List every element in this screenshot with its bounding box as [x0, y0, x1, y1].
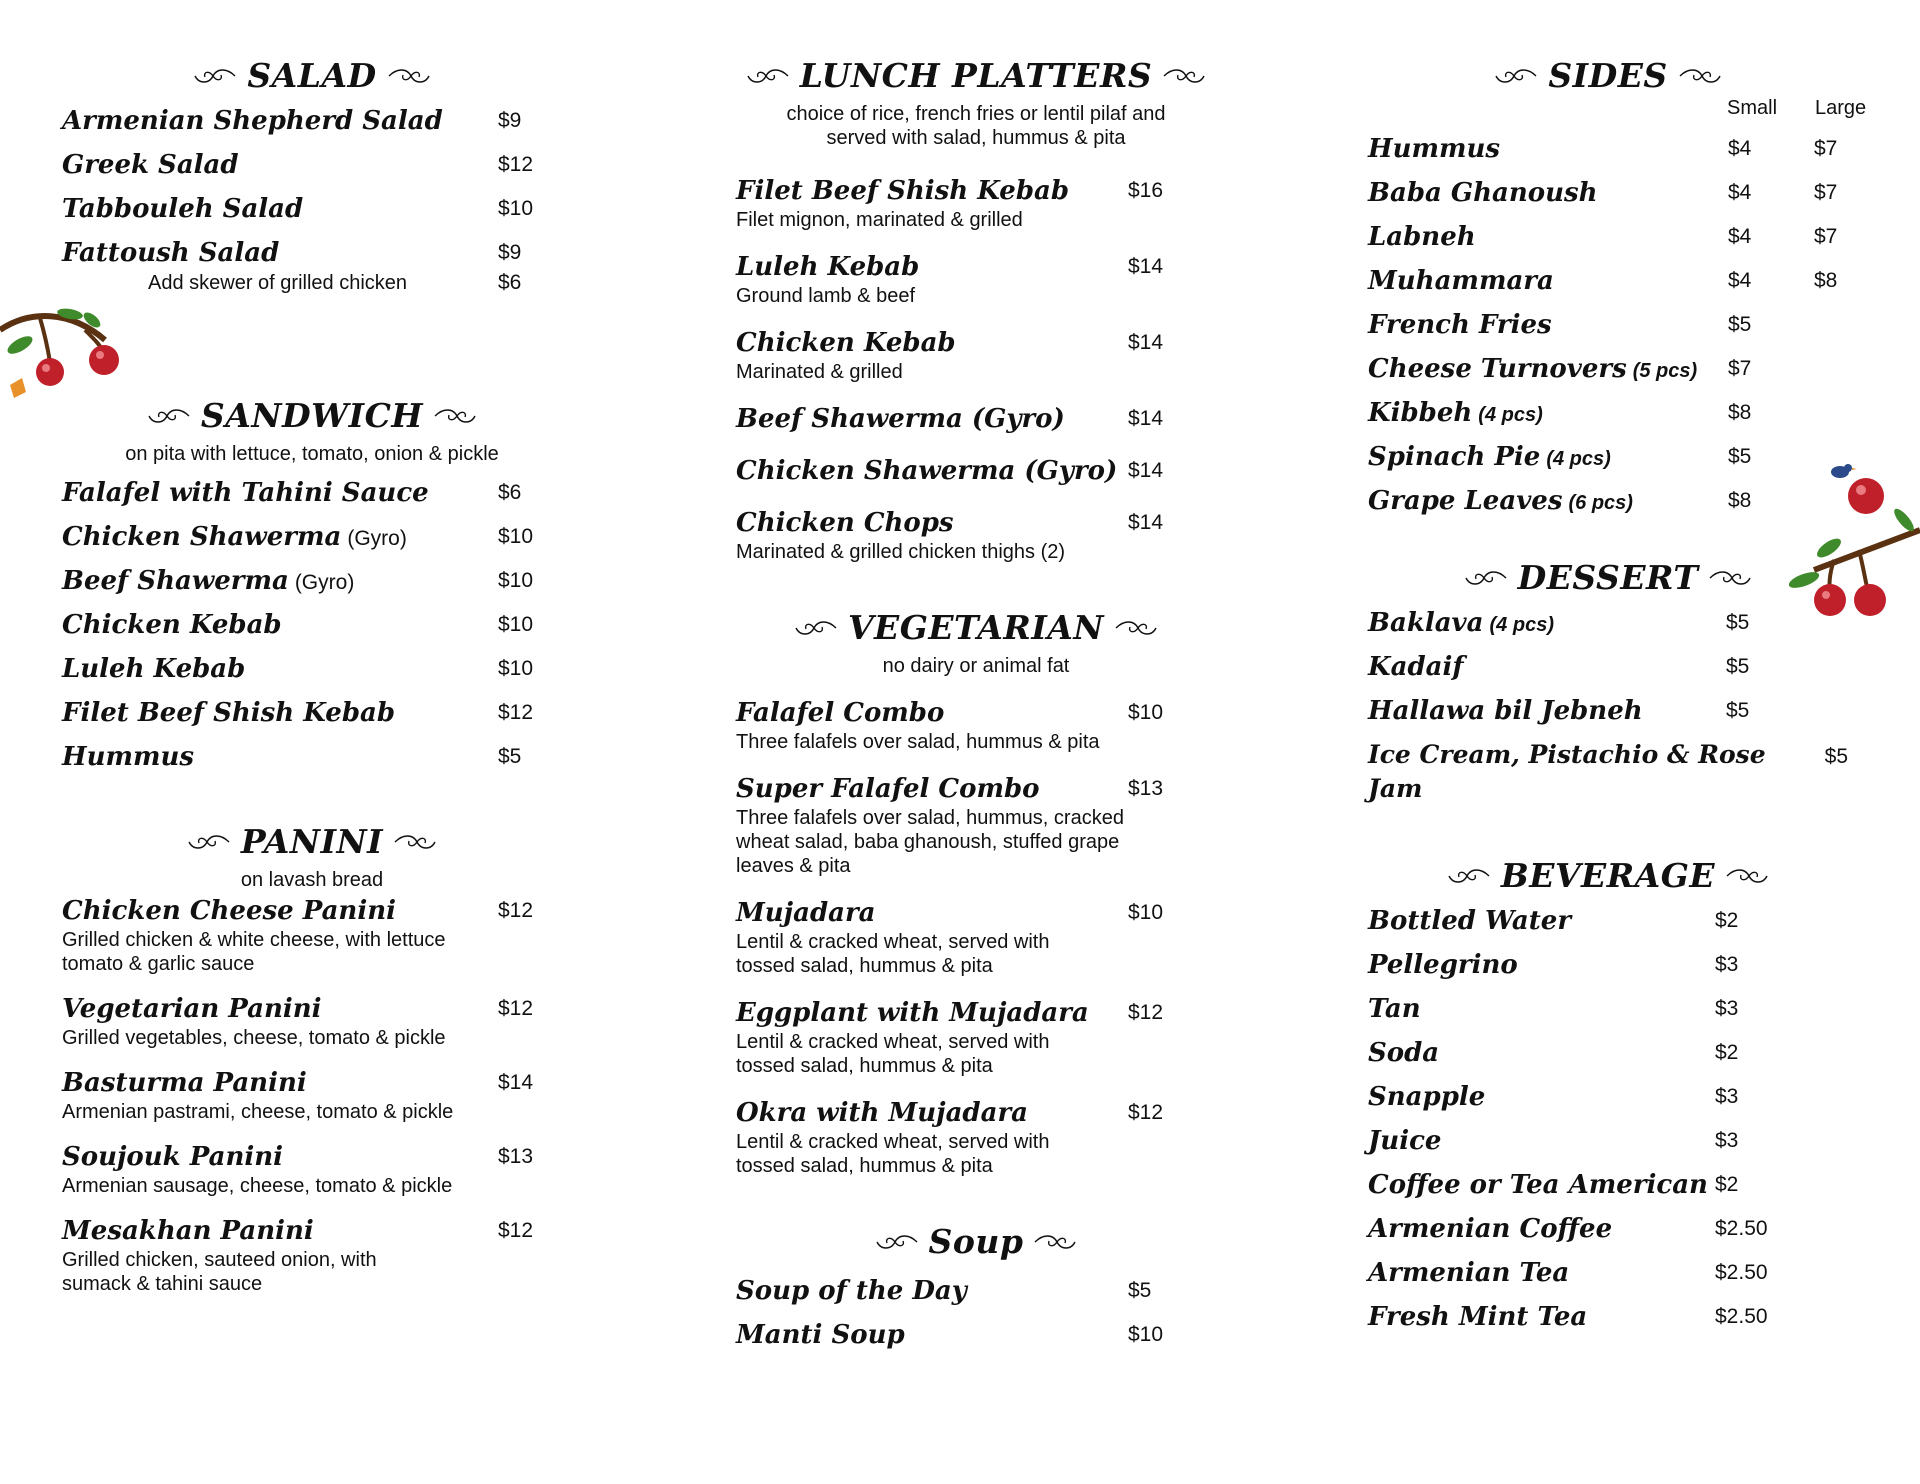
menu-item: Armenian Tea $2.50	[1368, 1258, 1768, 1288]
swirl-ornament-icon	[1114, 618, 1160, 638]
item-price: $5	[498, 745, 522, 768]
menu-item: Hallawa bil Jebneh $5	[1368, 696, 1750, 726]
swirl-ornament-icon	[1162, 66, 1208, 86]
menu-item: Hummus $4 $7	[1368, 134, 1838, 164]
menu-item: Soujouk Panini $13 Armenian sausage, cheese, tomato & pickle	[62, 1142, 534, 1197]
menu-item: Soda $2	[1368, 1038, 1739, 1068]
menu-item: Snapple $3	[1368, 1082, 1739, 1112]
swirl-ornament-icon	[1678, 66, 1724, 86]
dessert-section	[1368, 554, 1848, 806]
soup-header	[736, 1218, 1216, 1266]
beverage-section	[1368, 852, 1848, 1334]
panini-section	[62, 818, 562, 1296]
item-price: $5	[1824, 745, 1848, 768]
item-price: $12	[1128, 1101, 1164, 1124]
item-price: $12	[1128, 1001, 1164, 1024]
dessert-header	[1368, 554, 1848, 602]
item-price: $5	[1726, 611, 1750, 634]
menu-item: Fattoush Salad $9	[62, 238, 522, 268]
size-small-label: Small	[1727, 97, 1778, 119]
item-price: $13	[498, 1145, 534, 1168]
menu-item: Juice $3	[1368, 1126, 1739, 1156]
section-title: SANDWICH	[200, 396, 424, 435]
swirl-ornament-icon	[1462, 568, 1508, 588]
item-price-small: $4	[1728, 225, 1752, 248]
sizes-header	[1368, 96, 1867, 119]
item-price-small: $4	[1728, 269, 1752, 292]
menu-item: Baklava (4 pcs) $5	[1368, 608, 1750, 638]
salad-header	[62, 52, 562, 100]
menu-item: Manti Soup $10	[736, 1320, 1164, 1350]
swirl-ornament-icon	[393, 832, 439, 852]
item-price-large: $7	[1814, 181, 1838, 204]
item-price: $10	[1128, 701, 1164, 724]
section-title: LUNCH PLATTERS	[799, 56, 1153, 95]
menu-item: Falafel Combo $10 Three falafels over salad, hummus & pita	[736, 698, 1164, 753]
swirl-ornament-icon	[1492, 66, 1538, 86]
menu-item: Tabbouleh Salad $10	[62, 194, 534, 224]
item-price-small: $4	[1728, 181, 1752, 204]
item-price: $12	[498, 899, 534, 922]
item-price: $12	[498, 1219, 534, 1242]
menu-item: Pellegrino $3	[1368, 950, 1739, 980]
item-price: $2.50	[1715, 1217, 1768, 1240]
menu-item: Spinach Pie (4 pcs) $5	[1368, 442, 1752, 472]
item-price-large: $7	[1814, 225, 1838, 248]
menu-item: Basturma Panini $14 Armenian pastrami, cheese, tomato & pickle	[62, 1068, 534, 1123]
swirl-ornament-icon	[185, 832, 231, 852]
section-title: SIDES	[1548, 56, 1668, 95]
menu-item: Kadaif $5	[1368, 652, 1750, 682]
swirl-ornament-icon	[145, 406, 191, 426]
menu-item: Eggplant with Mujadara $12 Lentil & cracked wheat, served with tossed salad, hummus & pita	[736, 998, 1164, 1077]
section-title: DESSERT	[1517, 558, 1699, 597]
menu-item: Falafel with Tahini Sauce $6	[62, 478, 522, 508]
menu-item: Chicken Cheese Panini $12 Grilled chicken & white cheese, with lettuce tomato & garlic sauce	[62, 896, 534, 975]
sandwich-section	[62, 392, 562, 774]
item-price: $9	[498, 241, 522, 264]
sides-section	[1368, 52, 1867, 518]
item-price-small: $5	[1728, 445, 1752, 468]
menu-item: Cheese Turnovers (5 pcs) $7	[1368, 354, 1752, 384]
item-price: $2.50	[1715, 1305, 1768, 1328]
size-large-label: Large	[1815, 97, 1867, 119]
vegetarian-header	[736, 604, 1216, 652]
beverage-header	[1368, 852, 1848, 900]
swirl-ornament-icon	[792, 618, 838, 638]
menu-item: Chicken Kebab $10	[62, 610, 534, 640]
menu-item: Filet Beef Shish Kebab $16 Filet mignon, marinated & grilled	[736, 176, 1164, 231]
item-price: $13	[1128, 777, 1164, 800]
section-title: Soup	[928, 1222, 1024, 1261]
lunch-section	[736, 52, 1216, 564]
menu-item: Armenian Coffee $2.50	[1368, 1214, 1768, 1244]
sides-header	[1368, 52, 1848, 100]
item-price: $3	[1715, 1085, 1739, 1108]
section-title: VEGETARIAN	[847, 608, 1105, 647]
menu-item: Luleh Kebab $14 Ground lamb & beef	[736, 252, 1164, 307]
sandwich-header	[62, 392, 562, 440]
menu-item: Chicken Shawerma (Gyro) $14	[736, 456, 1164, 486]
menu-item: Baba Ghanoush $4 $7	[1368, 178, 1838, 208]
section-title: PANINI	[240, 822, 384, 861]
item-price: $14	[498, 1071, 534, 1094]
menu-item: Chicken Kebab $14 Marinated & grilled	[736, 328, 1164, 383]
swirl-ornament-icon	[387, 66, 433, 86]
item-price: $2	[1715, 1041, 1739, 1064]
menu-item: Filet Beef Shish Kebab $12	[62, 698, 534, 728]
menu-item: Beef Shawerma (Gyro) $10	[62, 566, 534, 596]
menu-item: Coffee or Tea American $2	[1368, 1170, 1739, 1200]
menu-item: Armenian Shepherd Salad $9	[62, 106, 522, 136]
section-title: SALAD	[247, 56, 377, 95]
menu-item: Grape Leaves (6 pcs) $8	[1368, 486, 1752, 516]
item-price-large: $7	[1814, 137, 1838, 160]
column-left	[62, 52, 562, 1332]
menu-item: Okra with Mujadara $12 Lentil & cracked wheat, served with tossed salad, hummus & pita	[736, 1098, 1164, 1177]
salad-section	[62, 52, 562, 296]
item-price: $14	[1128, 459, 1164, 482]
swirl-ornament-icon	[1033, 1232, 1079, 1252]
panini-header	[62, 818, 562, 866]
menu-item: Chicken Chops $14 Marinated & grilled chicken thighs (2)	[736, 508, 1164, 563]
menu-item: Beef Shawerma (Gyro) $14	[736, 404, 1164, 434]
item-price: $10	[498, 525, 534, 548]
section-subtitle: choice of rice, french fries or lentil pilaf and served with salad, hummus & pita	[786, 103, 1166, 149]
menu-item: Greek Salad $12	[62, 150, 534, 180]
column-right	[1368, 52, 1867, 1370]
item-price: $14	[1128, 255, 1164, 278]
item-price: $2.50	[1715, 1261, 1768, 1284]
item-price: $2	[1715, 1173, 1739, 1196]
item-price: $9	[498, 109, 522, 132]
item-price: $14	[1128, 331, 1164, 354]
item-price: $16	[1128, 179, 1164, 202]
section-subtitle: on lavash bread	[240, 869, 384, 891]
item-price: $10	[498, 657, 534, 680]
section-title: BEVERAGE	[1500, 856, 1716, 895]
item-price: $10	[498, 197, 534, 220]
item-price: $5	[1726, 699, 1750, 722]
menu-item: Ice Cream, Pistachio & Rose Jam $5	[1368, 740, 1848, 803]
item-price: $12	[498, 153, 534, 176]
addon-row: Add skewer of grilled chicken $6	[148, 271, 522, 294]
menu-item: Chicken Shawerma (Gyro) $10	[62, 522, 534, 552]
item-price: $12	[498, 701, 534, 724]
swirl-ornament-icon	[873, 1232, 919, 1252]
menu-item: Vegetarian Panini $12 Grilled vegetables, cheese, tomato & pickle	[62, 994, 534, 1049]
menu-item: Fresh Mint Tea $2.50	[1368, 1302, 1768, 1332]
menu-item: Hummus $5	[62, 742, 522, 772]
menu-item: Tan $3	[1368, 994, 1739, 1024]
menu-item: Kibbeh (4 pcs) $8	[1368, 398, 1752, 428]
item-price: $12	[498, 997, 534, 1020]
item-price: $6	[498, 481, 522, 504]
item-price: $3	[1715, 1129, 1739, 1152]
item-price-large: $8	[1814, 269, 1838, 292]
item-price: $3	[1715, 953, 1739, 976]
section-subtitle: on pita with lettuce, tomato, onion & pickle	[125, 443, 499, 465]
lunch-header	[736, 52, 1216, 100]
menu-item: Muhammara $4 $8	[1368, 266, 1838, 296]
item-price: $10	[498, 569, 534, 592]
item-price: $6	[498, 271, 522, 294]
soup-section	[736, 1218, 1216, 1352]
menu-item: Labneh $4 $7	[1368, 222, 1838, 252]
menu-item: Soup of the Day $5	[736, 1276, 1152, 1306]
menu-item: Bottled Water $2	[1368, 906, 1739, 936]
swirl-ornament-icon	[1445, 866, 1491, 886]
item-price-small: $7	[1728, 357, 1752, 380]
menu-item: Luleh Kebab $10	[62, 654, 534, 684]
item-price-small: $8	[1728, 401, 1752, 424]
item-price: $14	[1128, 511, 1164, 534]
vegetarian-section	[736, 604, 1216, 1178]
swirl-ornament-icon	[433, 406, 479, 426]
item-price-small: $4	[1728, 137, 1752, 160]
item-price: $5	[1726, 655, 1750, 678]
swirl-ornament-icon	[1725, 866, 1771, 886]
item-price: $10	[498, 613, 534, 636]
item-price-small: $8	[1728, 489, 1752, 512]
item-price: $10	[1128, 901, 1164, 924]
menu-item: French Fries $5	[1368, 310, 1752, 340]
item-price: $5	[1128, 1279, 1152, 1302]
menu-item: Mesakhan Panini $12 Grilled chicken, sauteed onion, with sumack & tahini sauce	[62, 1216, 534, 1295]
swirl-ornament-icon	[1708, 568, 1754, 588]
item-price: $2	[1715, 909, 1739, 932]
menu-item: Mujadara $10 Lentil & cracked wheat, served with tossed salad, hummus & pita	[736, 898, 1164, 977]
item-price-small: $5	[1728, 313, 1752, 336]
column-middle	[736, 52, 1216, 1388]
swirl-ornament-icon	[191, 66, 237, 86]
section-subtitle: no dairy or animal fat	[882, 655, 1070, 677]
menu-item: Super Falafel Combo $13 Three falafels over salad, hummus, cracked wheat salad, baba ghanoush, stuffed grape leaves & pita	[736, 774, 1164, 877]
item-price: $3	[1715, 997, 1739, 1020]
swirl-ornament-icon	[744, 66, 790, 86]
item-price: $14	[1128, 407, 1164, 430]
item-price: $10	[1128, 1323, 1164, 1346]
